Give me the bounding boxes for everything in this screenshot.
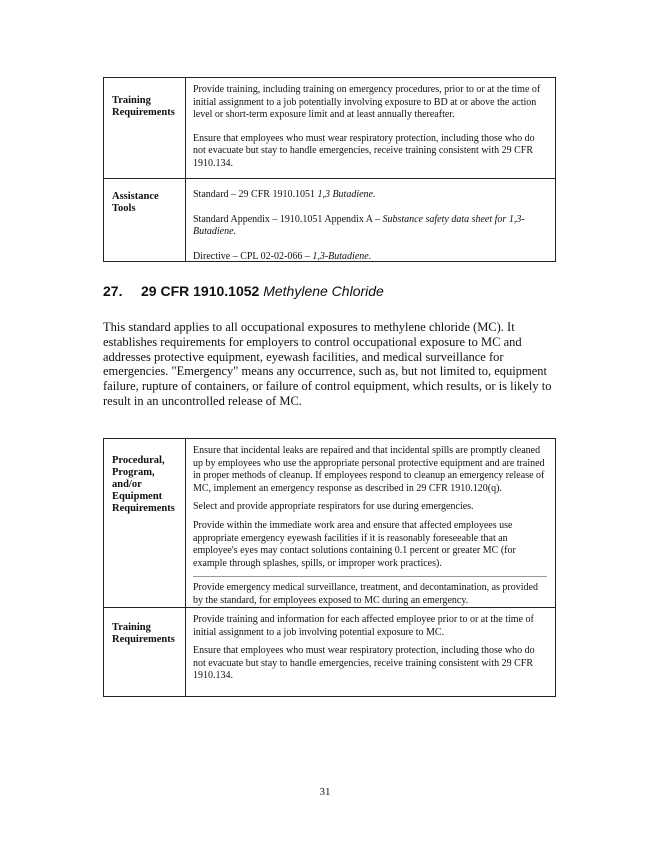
paragraph: Select and provide appropriate respirators for use during emergencies. xyxy=(193,501,474,513)
table-row xyxy=(104,78,555,178)
row-content xyxy=(186,78,555,178)
row-label xyxy=(104,608,186,696)
paragraph: Ensure that incidental leaks are repaired and that incidental spills are promptly cleaned up by employees who use the appropriate personal protective equipment and are trained in proper methods of cleanup. If employees respond to cleanup an emergency release of MC, implement an emergency response as described in 29 CFR 1910.120(q). xyxy=(193,445,545,494)
row-label-line: Assistance xyxy=(112,191,159,202)
requirements-table-methylene-chloride xyxy=(103,438,556,697)
table-row xyxy=(104,607,555,696)
row-label-line: Requirements xyxy=(112,107,175,118)
reference-title: 1,3-Butadiene. xyxy=(312,250,372,262)
row-label-line: Tools xyxy=(112,203,136,214)
section-heading xyxy=(103,283,384,299)
paragraph: Ensure that employees who must wear respiratory protection, including those who do not evacuate but stay to handle emergencies, receive training consistent with 29 CFR 1910.134. xyxy=(193,132,535,169)
requirements-table-butadiene xyxy=(103,77,556,262)
page-number: 31 xyxy=(319,786,331,798)
table-row xyxy=(104,439,555,607)
row-label xyxy=(104,439,186,607)
row-content xyxy=(186,179,555,261)
reference-prefix: Directive – CPL 02-02-066 – xyxy=(193,250,313,262)
row-label-line: Equipment xyxy=(112,491,163,502)
row-label-line: Requirements xyxy=(112,634,175,645)
row-label-line: and/or xyxy=(112,479,142,490)
reference-title: Substance safety data sheet for 1,3-Butadiene. xyxy=(193,213,525,238)
paragraph: Provide within the immediate work area and ensure that affected employees use appropriate emergency eyewash facilities if it is reasonably foreseeable that an employee's eyes may contact solutions containing 0.1 percent or greater MC (for example through splashes, spills, or improper work practices). xyxy=(193,519,516,569)
row-label-line: Training xyxy=(112,622,151,633)
row-label-line: Procedural, xyxy=(112,455,165,466)
paragraph: Ensure that employees who must wear respiratory protection, including those who do not evacuate but stay to handle emergencies, receive training consistent with 29 CFR 1910.134. xyxy=(193,645,535,682)
paragraph: Provide training, including training on emergency procedures, prior to or at the time of initial assignment to a job potentially involving exposure to BD at or above the action level or short-term exposure limit and at least annually thereafter. xyxy=(193,84,541,121)
section-number: 27. xyxy=(103,283,123,299)
table-row xyxy=(104,178,555,261)
reference xyxy=(193,246,547,270)
reference-prefix: Standard Appendix – 1910.1051 Appendix A – xyxy=(193,213,383,225)
section-topic: Methylene Chloride xyxy=(263,283,384,299)
row-label xyxy=(104,179,186,261)
reference-prefix: Standard – 29 CFR 1910.1051 xyxy=(193,189,318,200)
row-content xyxy=(186,439,555,607)
section-cfr: 29 CFR 1910.1052 xyxy=(141,283,260,299)
row-label-line: Requirements xyxy=(112,503,175,514)
row-label-line: Training xyxy=(112,95,151,106)
row-label-line: Program, xyxy=(112,467,155,478)
row-label xyxy=(104,78,186,178)
reference xyxy=(193,189,547,209)
reference-title: 1,3 Butadiene. xyxy=(317,189,376,200)
reference xyxy=(193,209,547,246)
section-intro: This standard applies to all occupational exposures to methylene chloride (MC). It establishes requirements for employers to control occupational exposure to MC and addresses protective equipment, eyewash facilities, and medical surveillance for emergencies. "Emergency" means any occurrence, such as, but not limited to, equipment failure, rupture of containers, or failure of control equipment, which results, or is likely to result in an uncontrolled release of MC. xyxy=(103,320,552,408)
paragraph: Provide emergency medical surveillance, treatment, and decontamination, as provided by the standard, for employees exposed to MC during an emergency. xyxy=(193,576,547,613)
paragraph: Provide training and information for each affected employee prior to or at the time of initial assignment to a job involving potential exposure to MC. xyxy=(193,614,534,638)
row-content xyxy=(186,608,555,696)
